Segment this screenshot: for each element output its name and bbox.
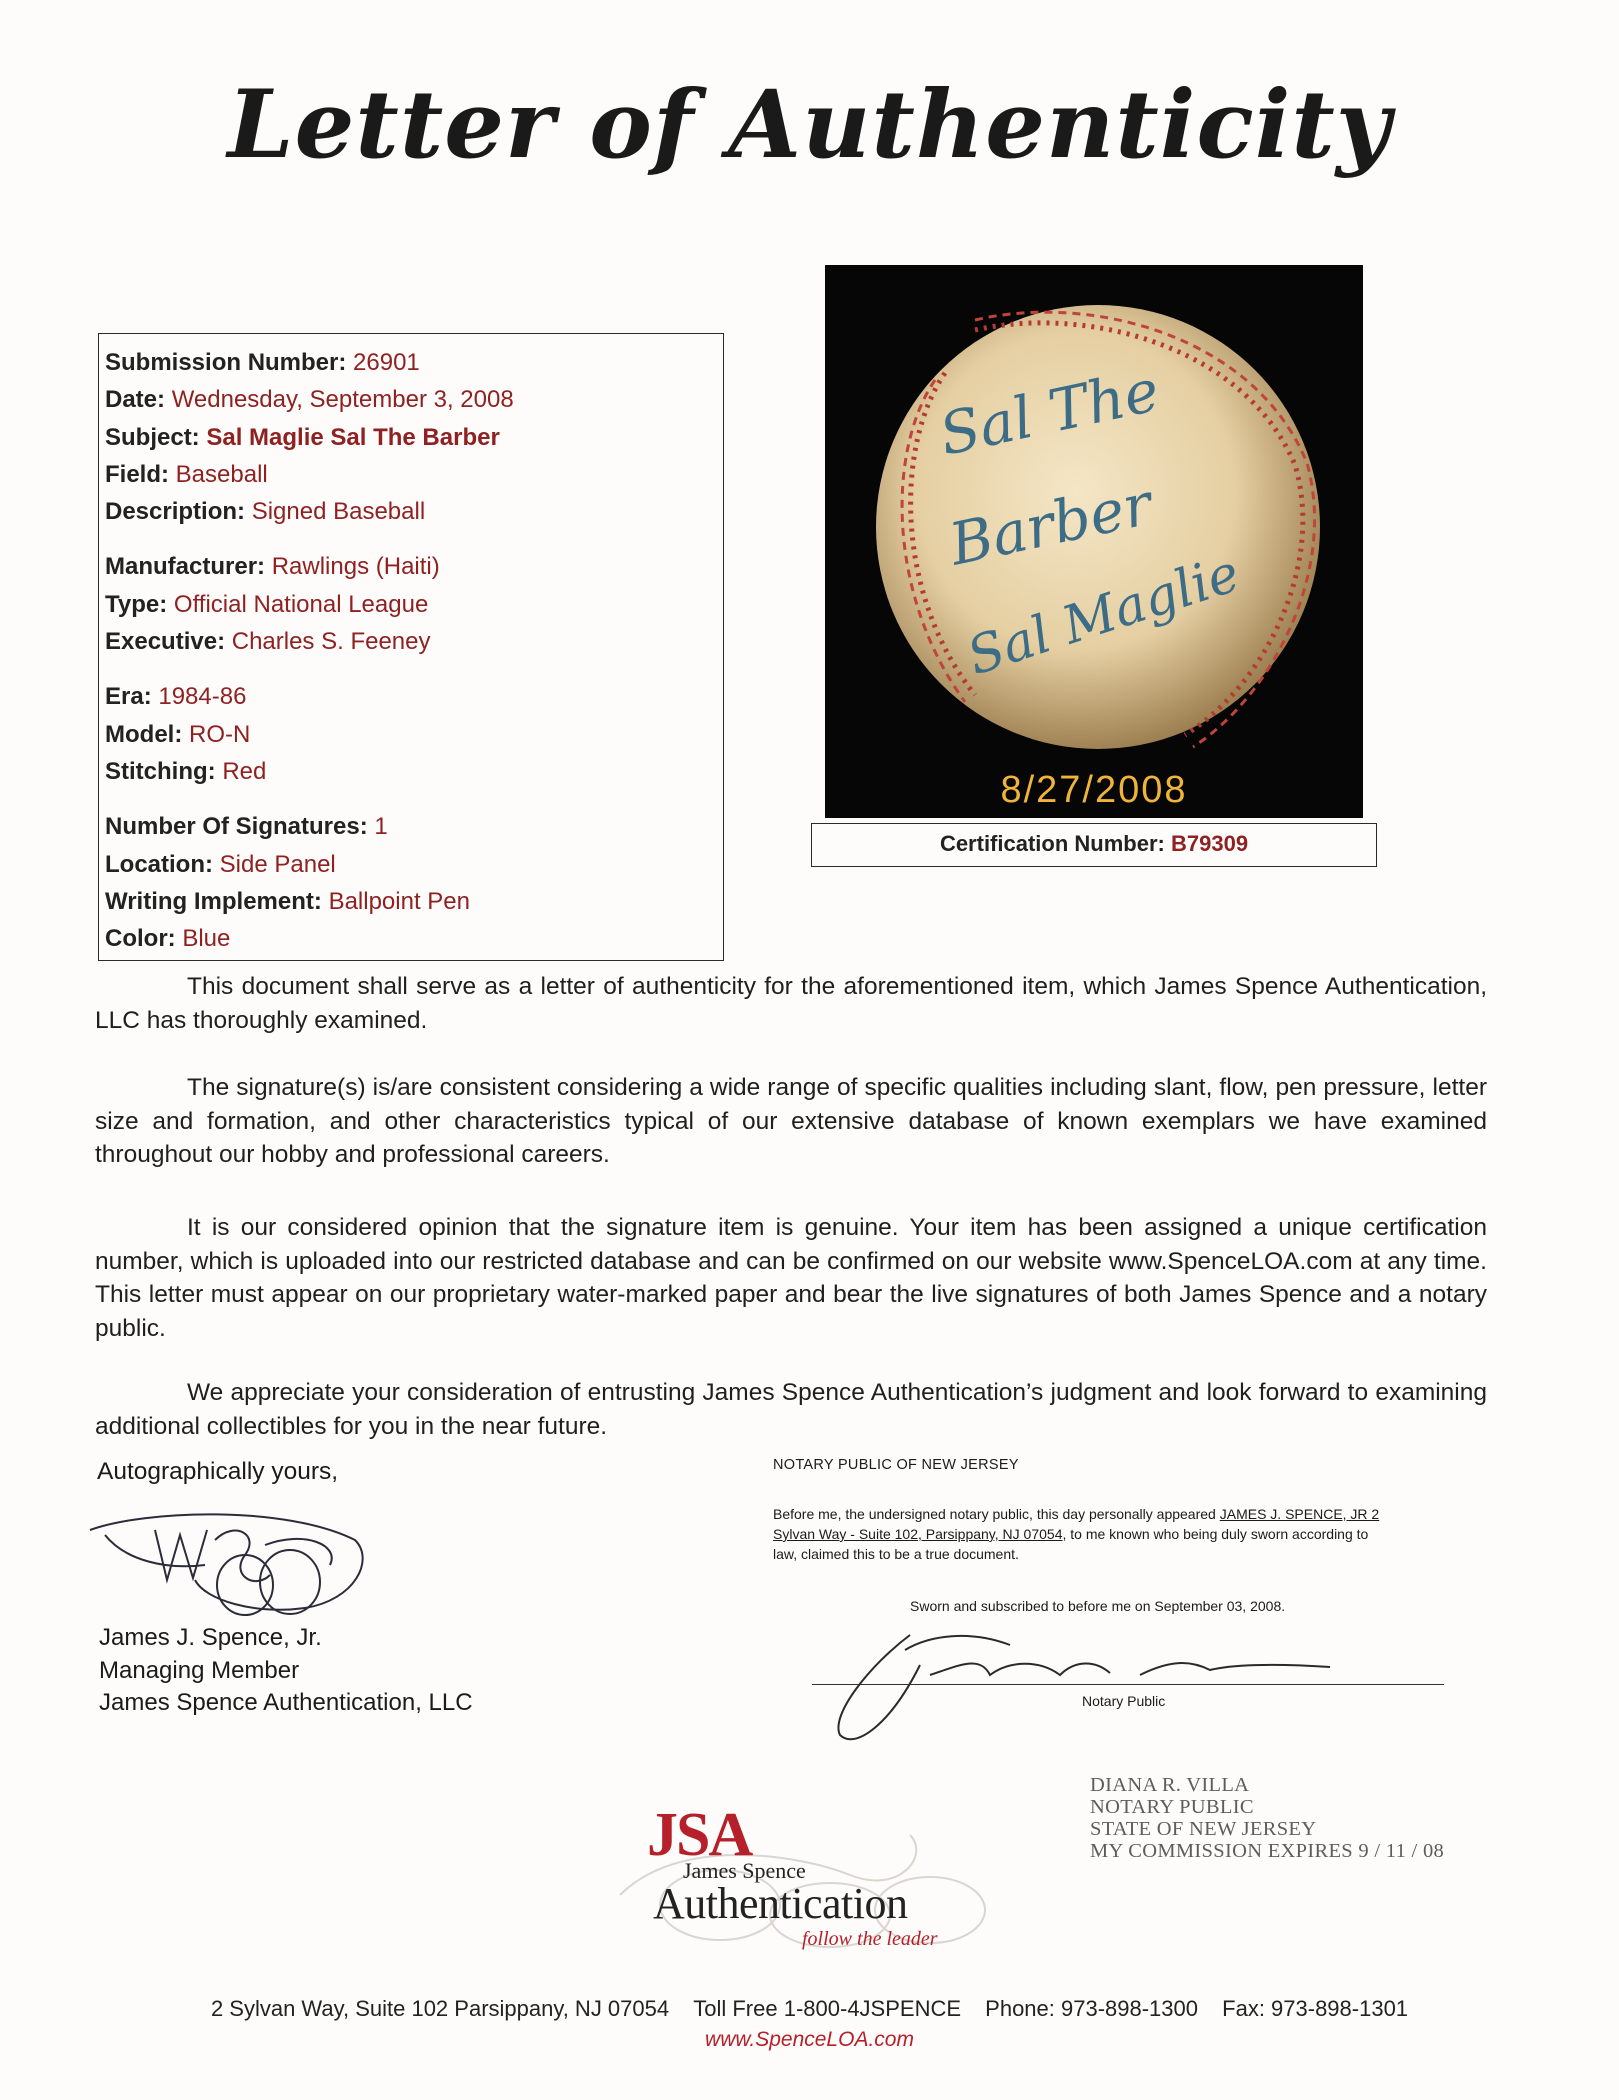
detail-label: Location: bbox=[105, 850, 213, 878]
notary-signature-line bbox=[812, 1684, 1444, 1685]
signer-company: James Spence Authentication, LLC bbox=[99, 1689, 473, 1716]
detail-row bbox=[105, 883, 723, 920]
notary-statement bbox=[773, 1504, 1383, 1564]
details-group-manufacture bbox=[105, 548, 723, 660]
detail-label: Manufacturer: bbox=[105, 553, 266, 581]
paragraph-text: The signature(s) is/are consistent considering a wide range of specific qualities including slant, flow, pen pressure, letter size and formation, and other characteristics typical of our extensive database of known exemplars we have examined throughout our hobby and professional careers. bbox=[95, 1074, 1487, 1168]
notary-body-start: Before me, the undersigned notary public, this day personally appeared bbox=[773, 1506, 1216, 1522]
detail-row bbox=[105, 548, 723, 585]
jsa-logo-mark: JSA bbox=[647, 1801, 752, 1869]
detail-label: Number Of Signatures: bbox=[105, 813, 368, 841]
detail-value: Blue bbox=[182, 925, 231, 953]
stamp-line: MY COMMISSION EXPIRES 9 / 11 / 08 bbox=[1090, 1840, 1445, 1862]
detail-label: Field: bbox=[105, 460, 169, 488]
footer-fax: Fax: 973-898-1301 bbox=[1222, 1996, 1409, 2021]
detail-row bbox=[105, 678, 723, 715]
detail-label: Date: bbox=[105, 386, 166, 414]
detail-label: Executive: bbox=[105, 628, 226, 656]
detail-label: Writing Implement: bbox=[105, 887, 322, 915]
inscription-line-1: Sal The bbox=[933, 356, 1165, 469]
detail-label: Submission Number: bbox=[105, 349, 347, 376]
detail-value: Red bbox=[222, 757, 267, 785]
signer-block bbox=[99, 1622, 473, 1720]
footer-website-link[interactable]: www.SpenceLOA.com bbox=[705, 2028, 914, 2051]
detail-label: Subject: bbox=[105, 423, 200, 451]
detail-row bbox=[105, 493, 723, 530]
details-group-signatures bbox=[105, 808, 723, 957]
stamp-line: NOTARY PUBLIC bbox=[1090, 1796, 1254, 1818]
detail-value: Side Panel bbox=[219, 850, 336, 878]
detail-row bbox=[105, 920, 723, 957]
detail-value: 1984-86 bbox=[158, 683, 247, 711]
jsa-logo-name: James Spence bbox=[683, 1858, 806, 1883]
detail-value: Rawlings (Haiti) bbox=[271, 553, 440, 581]
paragraph-1 bbox=[95, 970, 1487, 1037]
footer-tollfree: Toll Free 1-800-4JSPENCE bbox=[693, 1996, 962, 2021]
notary-sworn-line: Sworn and subscribed to before me on September 03, 2008. bbox=[910, 1598, 1286, 1614]
baseball-image bbox=[825, 265, 1363, 818]
spence-signature bbox=[85, 1490, 385, 1630]
notary-heading: NOTARY PUBLIC OF NEW JERSEY bbox=[773, 1457, 1019, 1473]
notary-appearing-person: JAMES J. SPENCE, JR 2 Sylvan Way - Suite 102, Parsippany, NJ 07054 bbox=[773, 1506, 1380, 1542]
detail-value: RO-N bbox=[189, 720, 251, 748]
signer-role: Managing Member bbox=[99, 1656, 300, 1684]
paragraph-text: This document shall serve as a letter of authenticity for the aforementioned item, which James Spence Authentication, LLC has thoroughly examined. bbox=[95, 973, 1487, 1034]
detail-value: Ballpoint Pen bbox=[328, 887, 470, 915]
signer-name: James J. Spence, Jr. bbox=[99, 1624, 322, 1651]
detail-row bbox=[105, 623, 723, 660]
notary-stamp bbox=[1090, 1774, 1444, 1862]
notary-public-label: Notary Public bbox=[1082, 1693, 1166, 1709]
details-group-model bbox=[105, 678, 723, 790]
footer-contact bbox=[0, 1996, 1619, 2022]
detail-row bbox=[105, 808, 723, 845]
detail-value: Official National League bbox=[173, 590, 429, 618]
detail-value: Baseball bbox=[175, 460, 268, 488]
stamp-line: DIANA R. VILLA bbox=[1090, 1774, 1250, 1796]
jsa-logo-authentication: Authentication bbox=[653, 1879, 908, 1928]
detail-value: Signed Baseball bbox=[251, 498, 426, 526]
detail-row bbox=[105, 344, 723, 381]
notary-body-end: , to me known who being duly sworn according to law, claimed this to be a true document. bbox=[773, 1526, 1369, 1562]
detail-label: Description: bbox=[105, 498, 246, 526]
closing-salutation: Autographically yours, bbox=[97, 1458, 339, 1485]
footer-address: 2 Sylvan Way, Suite 102 Parsippany, NJ 07054 bbox=[210, 1996, 670, 2021]
jsa-logo-tagline: follow the leader bbox=[802, 1928, 938, 1950]
detail-label: Model: bbox=[105, 720, 183, 748]
detail-value: 1 bbox=[374, 813, 388, 841]
certification-number: B79309 bbox=[1170, 831, 1249, 856]
detail-row bbox=[105, 456, 723, 493]
detail-row bbox=[105, 419, 723, 456]
notary-signature bbox=[810, 1605, 1370, 1745]
stamp-line: STATE OF NEW JERSEY bbox=[1090, 1818, 1317, 1840]
detail-value: Charles S. Feeney bbox=[231, 628, 431, 656]
detail-value: 26901 bbox=[353, 349, 420, 376]
paragraph-4 bbox=[95, 1376, 1487, 1443]
baseball-photo bbox=[825, 265, 1363, 818]
inscription-line-2: Barber bbox=[943, 469, 1158, 579]
detail-row bbox=[105, 586, 723, 623]
detail-row bbox=[105, 753, 723, 790]
page-title: Letter of Authenticity bbox=[227, 70, 1392, 180]
certification-box bbox=[811, 823, 1377, 867]
paragraph-3 bbox=[95, 1211, 1487, 1345]
footer-phone: Phone: 973-898-1300 bbox=[985, 1996, 1199, 2021]
paragraph-text: We appreciate your consideration of entrusting James Spence Authentication’s judgment and look forward to examining additional collectibles for you in the near future. bbox=[95, 1379, 1487, 1440]
inscription-line-3: Sal Maglie bbox=[960, 543, 1247, 688]
detail-label: Color: bbox=[105, 925, 176, 953]
detail-label: Era: bbox=[105, 683, 152, 711]
detail-value: Sal Maglie Sal The Barber bbox=[206, 423, 500, 451]
detail-row bbox=[105, 716, 723, 753]
detail-row bbox=[105, 846, 723, 883]
item-details-box bbox=[98, 333, 724, 961]
details-group-identity bbox=[105, 344, 723, 530]
certification-label: Certification Number: bbox=[939, 831, 1165, 856]
photo-date-stamp: 8/27/2008 bbox=[1000, 769, 1188, 811]
detail-label: Type: bbox=[105, 590, 168, 618]
detail-row bbox=[105, 381, 723, 418]
paragraph-2 bbox=[95, 1071, 1487, 1172]
detail-value: Wednesday, September 3, 2008 bbox=[171, 386, 514, 414]
paragraph-text: It is our considered opinion that the signature item is genuine. Your item has been assigned a unique certification number, which is uploaded into our restricted database and can be confirmed on our website www.SpenceLOA.com at any time. This letter must appear on our proprietary water-marked paper and bear the live signatures of both James Spence and a notary public. bbox=[95, 1214, 1487, 1342]
detail-label: Stitching: bbox=[105, 757, 216, 785]
